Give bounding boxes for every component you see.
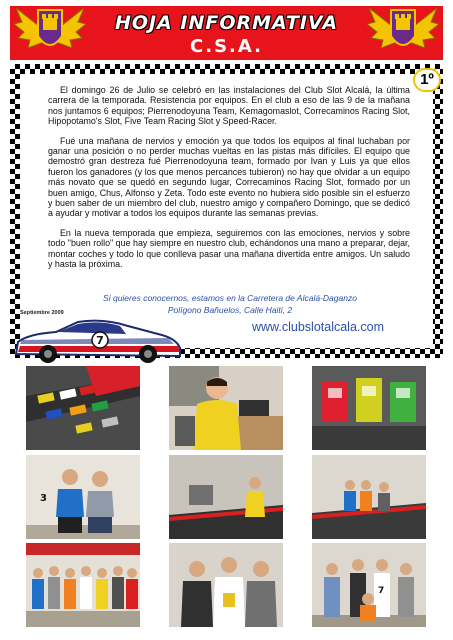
photo-red-cars-on-shelf: [312, 366, 426, 450]
contact-address-line2: Polígono Bañuelos, Calle Haiti, 2: [167, 305, 293, 315]
article-paragraph: El domingo 26 de Julio se celebró en las instalaciones del Club Slot Alcalá, la última carrera de la temporada. Resistencia por equipos. En el club a eso de las 9 de la mañana nos juntamos 6 equipos; Pierrenodoyuna Team, Kemagomaslot, Correcaminos Racing Slot, Hipopotamo's Slot, Five Team Racing Slot y Speed-Racer.: [48, 85, 410, 127]
photo-team-7: [312, 543, 426, 627]
photo-racer-at-track: [169, 455, 283, 539]
issue-date: Septiembre 2009: [20, 310, 64, 316]
photo-slot-cars-on-track: [26, 366, 140, 450]
winged-shield-emblem-icon: [367, 2, 439, 58]
photo-group-of-racers: [26, 543, 140, 627]
team-number-label: 7: [378, 586, 385, 596]
website-link[interactable]: www.clubslotalcala.com: [252, 320, 384, 334]
article-paragraph: En la nueva temporada que empieza, seguiremos con las emociones, nervios y sobre todo "buen rollo" que hay siempre en nuestro club, echándonos una mano a preparar, dejar, montar coches y todo lo que conlleva pasar una mañana divertida entre amigos. Un saludo y hasta la próxima.: [48, 227, 410, 270]
slot-car-illustration: [8, 312, 184, 364]
photo-team-3: [26, 455, 140, 539]
issue-number-badge: 1º: [413, 68, 441, 92]
photo-racers-by-track: [312, 455, 426, 539]
winged-shield-emblem-icon: [14, 2, 86, 58]
club-acronym: C.S.A.: [190, 36, 263, 57]
car-number: 7: [96, 334, 104, 347]
photo-team-with-trophies: [169, 543, 283, 627]
contact-address-line1: Si quieres conocernos, estamos en la Carretera de Alcalá-Daganzo: [103, 293, 357, 303]
article-paragraph: Fué una mañana de nervios y emoción ya que todos los equipos al final luchaban por ganar una posición o no perder muchas vueltas en las pistas más difíciles. El equipo que demostró gran destreza fué Pierrenodoyuna team, formado por Ivan y Luis ya que ellos fueron los ganadores (y los que menos percances tubieron) no hay que olvidar a un equipo más novato que se quedó en segundo lugar, Correcaminos Racing Slot, formado por un buen amigo, Chus, Alfonso y Zeta. Todo este evento no hubiera sido posible sin el esfuerzo y buen saber de un miembro del club, nuestro amigo y compañero Domingo, que se dedicó a ayudar y motivar a todos los equipos durante las semanas previas.: [48, 135, 410, 219]
photo-racer-at-table: [169, 366, 283, 450]
team-number-label: 3: [40, 493, 47, 504]
newsletter-title: HOJA INFORMATIVA: [114, 12, 339, 34]
article-body: [48, 85, 410, 279]
